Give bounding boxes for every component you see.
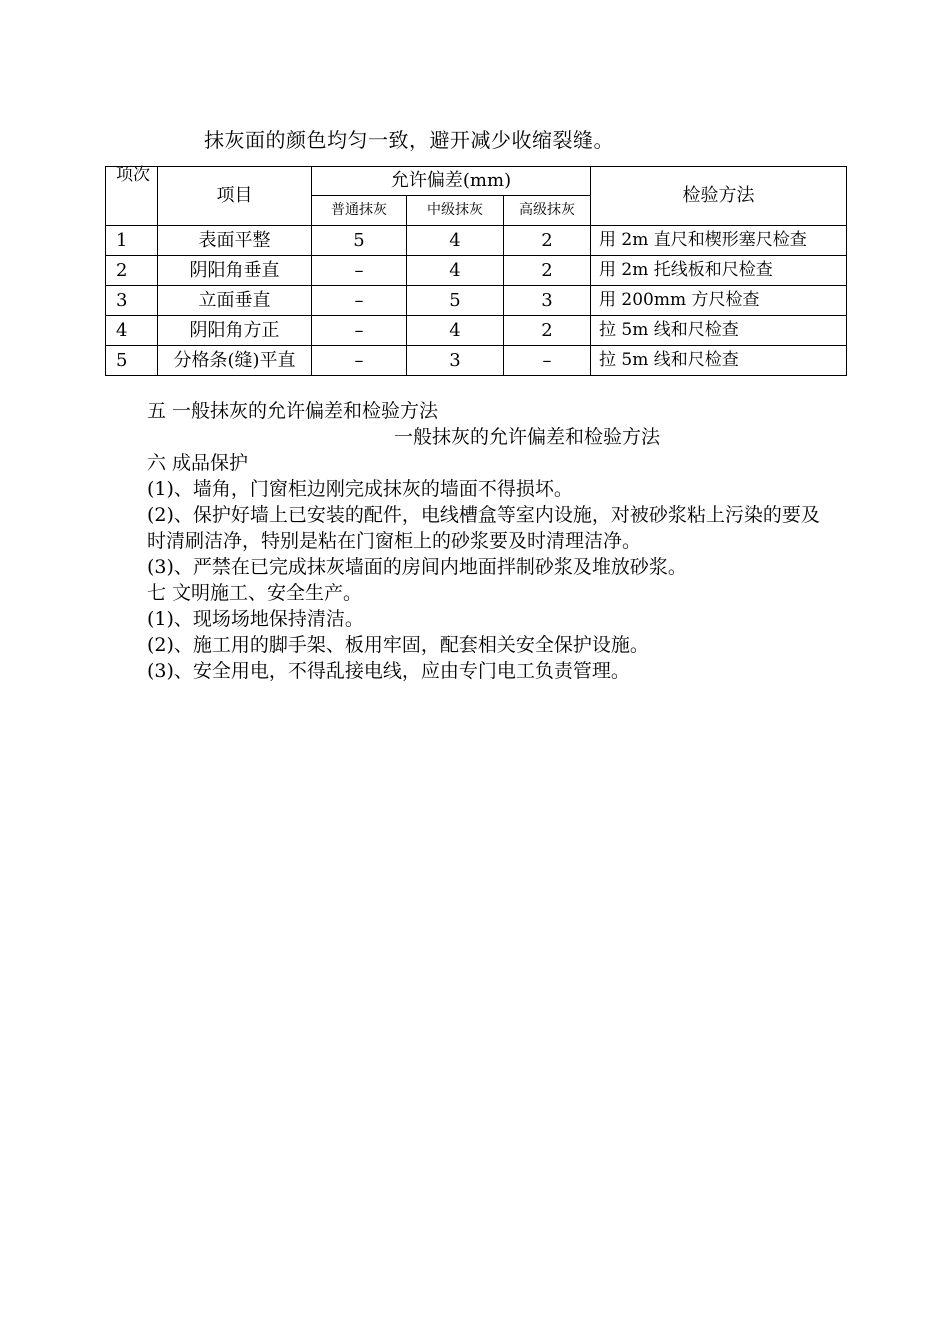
row-high: 3 [504,286,591,316]
row-high: 2 [504,256,591,286]
row-index: 4 [106,316,158,346]
row-normal: – [312,286,407,316]
list-item: (1)、墙角，门窗柜边刚完成抹灰的墙面不得损坏。 [147,478,573,500]
row-normal: – [312,316,407,346]
row-index: 2 [106,256,158,286]
table-caption: 一般抹灰的允许偏差和检验方法 [393,426,660,448]
header-medium: 中级抹灰 [407,196,504,226]
list-item: (2)、保护好墙上已安装的配件，电线槽盒等室内设施，对被砂浆粘上污染的要及时清刷洁净，特别是粘在门窗柜上的砂浆要及时清理洁净。 [147,504,820,552]
header-method: 检验方法 [591,167,847,226]
table-row [106,226,847,256]
header-high: 高级抹灰 [504,196,591,226]
row-method: 用 2m 直尺和楔形塞尺检查 [591,226,847,256]
row-method: 拉 5m 线和尺检查 [591,346,847,376]
row-high: 2 [504,316,591,346]
intro-line: 抹灰面的颜色均匀一致，避开减少收缩裂缝。 [204,128,614,152]
row-item: 阴阳角方正 [158,316,312,346]
body-text [147,398,827,684]
row-medium: 5 [407,286,504,316]
table-row [106,316,847,346]
row-medium: 4 [407,226,504,256]
section-heading: 六 成品保护 [147,452,249,474]
list-item: (2)、施工用的脚手架、板用牢固，配套相关安全保护设施。 [147,634,649,656]
row-medium: 4 [407,256,504,286]
list-item: (3)、安全用电，不得乱接电线，应由专门电工负责管理。 [147,660,630,682]
table-row [106,286,847,316]
section-heading: 七 文明施工、安全生产。 [147,582,363,604]
row-method: 拉 5m 线和尺检查 [591,316,847,346]
row-method: 用 200mm 方尺检查 [591,286,847,316]
header-index: 项次 [106,167,158,226]
row-item: 分格条(缝)平直 [158,346,312,376]
row-index: 5 [106,346,158,376]
row-high: 2 [504,226,591,256]
row-normal: – [312,346,407,376]
row-index: 3 [106,286,158,316]
row-item: 立面垂直 [158,286,312,316]
header-item: 项目 [158,167,312,226]
table-row [106,346,847,376]
table-row [106,256,847,286]
row-high: – [504,346,591,376]
header-deviation: 允许偏差(mm) [312,167,591,196]
deviation-table [105,166,847,376]
header-normal: 普通抹灰 [312,196,407,226]
row-index: 1 [106,226,158,256]
row-medium: 4 [407,316,504,346]
row-normal: 5 [312,226,407,256]
row-method: 用 2m 托线板和尺检查 [591,256,847,286]
section-heading: 五 一般抹灰的允许偏差和检验方法 [147,400,439,422]
row-normal: – [312,256,407,286]
row-medium: 3 [407,346,504,376]
row-item: 表面平整 [158,226,312,256]
list-item: (1)、现场场地保持清洁。 [147,608,364,630]
list-item: (3)、严禁在已完成抹灰墙面的房间内地面拌制砂浆及堆放砂浆。 [147,556,687,578]
row-item: 阴阳角垂直 [158,256,312,286]
